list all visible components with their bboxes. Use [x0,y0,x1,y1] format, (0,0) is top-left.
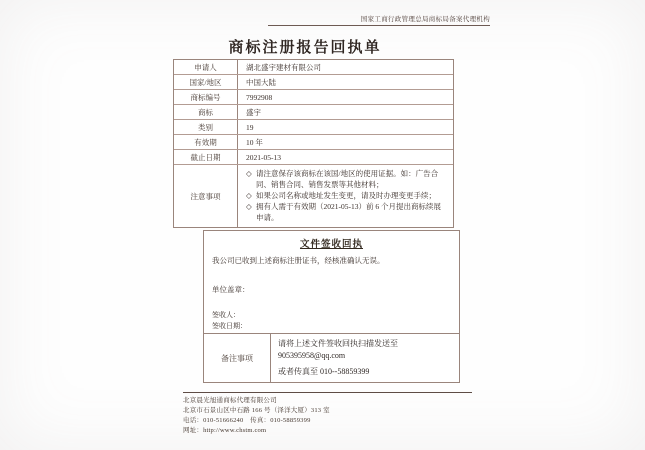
row-label: 商标 [174,105,238,119]
notes-list [238,165,453,227]
note-text: 如果公司名称或地址发生变更，请及时办理变更手续； [256,190,436,200]
table-row-country [174,75,453,90]
row-label: 申请人 [174,60,238,74]
agency-footer [183,392,472,436]
note-item [246,202,447,224]
note-item [246,191,447,202]
receipt-confirmation-text: 我公司已收到上述商标注册证书，经核准确认无误。 [212,256,385,265]
footer-company-name: 北京晨光旭通商标代理有限公司 [183,397,277,404]
remark-label: 备注事项 [204,334,271,382]
row-value: 10 年 [246,137,263,147]
agency-registration-note: 国家工商行政管理总局商标局备案代理机构 [268,14,490,26]
remark-line-email: 请将上述文件签收回执扫描发送至 905395958@qq.com [278,339,398,360]
table-row-class [174,120,453,135]
signature-block [212,310,451,332]
diamond-bullet-icon: ◇ [246,169,252,178]
row-value: 盛宇 [246,107,261,117]
row-label: 国家/地区 [174,75,238,89]
receipt-section-title: 文件签收回执 [299,240,363,250]
table-row-trademark [174,105,453,120]
row-label: 注意事项 [174,165,238,227]
receipt-main-area [204,236,459,333]
table-row-notes [174,165,453,227]
trademark-info-table [173,59,454,228]
row-value: 中国大陆 [246,77,276,87]
remark-instructions [271,334,459,382]
footer-website: 网址：http://www.chstm.com [183,427,267,435]
company-seal-label: 单位盖章： [212,285,250,294]
row-value: 7992908 [246,92,273,102]
signer-label: 签收人： [212,311,240,319]
table-row-applicant [174,60,453,75]
diamond-bullet-icon: ◇ [246,190,252,200]
footer-phone-fax: 电话：010-51666240 传真：010-58859399 [183,417,311,425]
row-value: 湖北盛宇建材有限公司 [246,62,321,72]
page-title: 商标注册报告回执单 [228,40,382,56]
note-item [246,169,447,191]
table-row-trademark-number [174,90,453,105]
remark-line-fax: 或者传真至 010--58859399 [278,367,370,376]
row-label: 商标编号 [174,90,238,104]
remark-row [204,333,459,382]
row-label: 有效期 [174,135,238,149]
note-text: 拥有人需于有效期（2021-05-13）前 6 个月提出商标续展申请。 [256,201,441,222]
row-label: 截止日期 [174,150,238,164]
sign-date-label: 签收日期： [212,321,247,330]
document-receipt-box [203,230,460,383]
row-value: 19 [246,122,254,132]
table-row-deadline [174,150,453,165]
note-text: 请注意保存该商标在该国/地区的使用证据。如：广告合同、销售合同、销售发票等其他材料； [256,169,439,189]
table-row-validity [174,135,453,150]
row-value: 2021-05-13 [246,152,281,162]
row-label: 类别 [174,120,238,134]
diamond-bullet-icon: ◇ [246,201,252,211]
footer-address: 北京市石景山区中石路 166 号（泽洋大厦）313 室 [183,407,330,415]
